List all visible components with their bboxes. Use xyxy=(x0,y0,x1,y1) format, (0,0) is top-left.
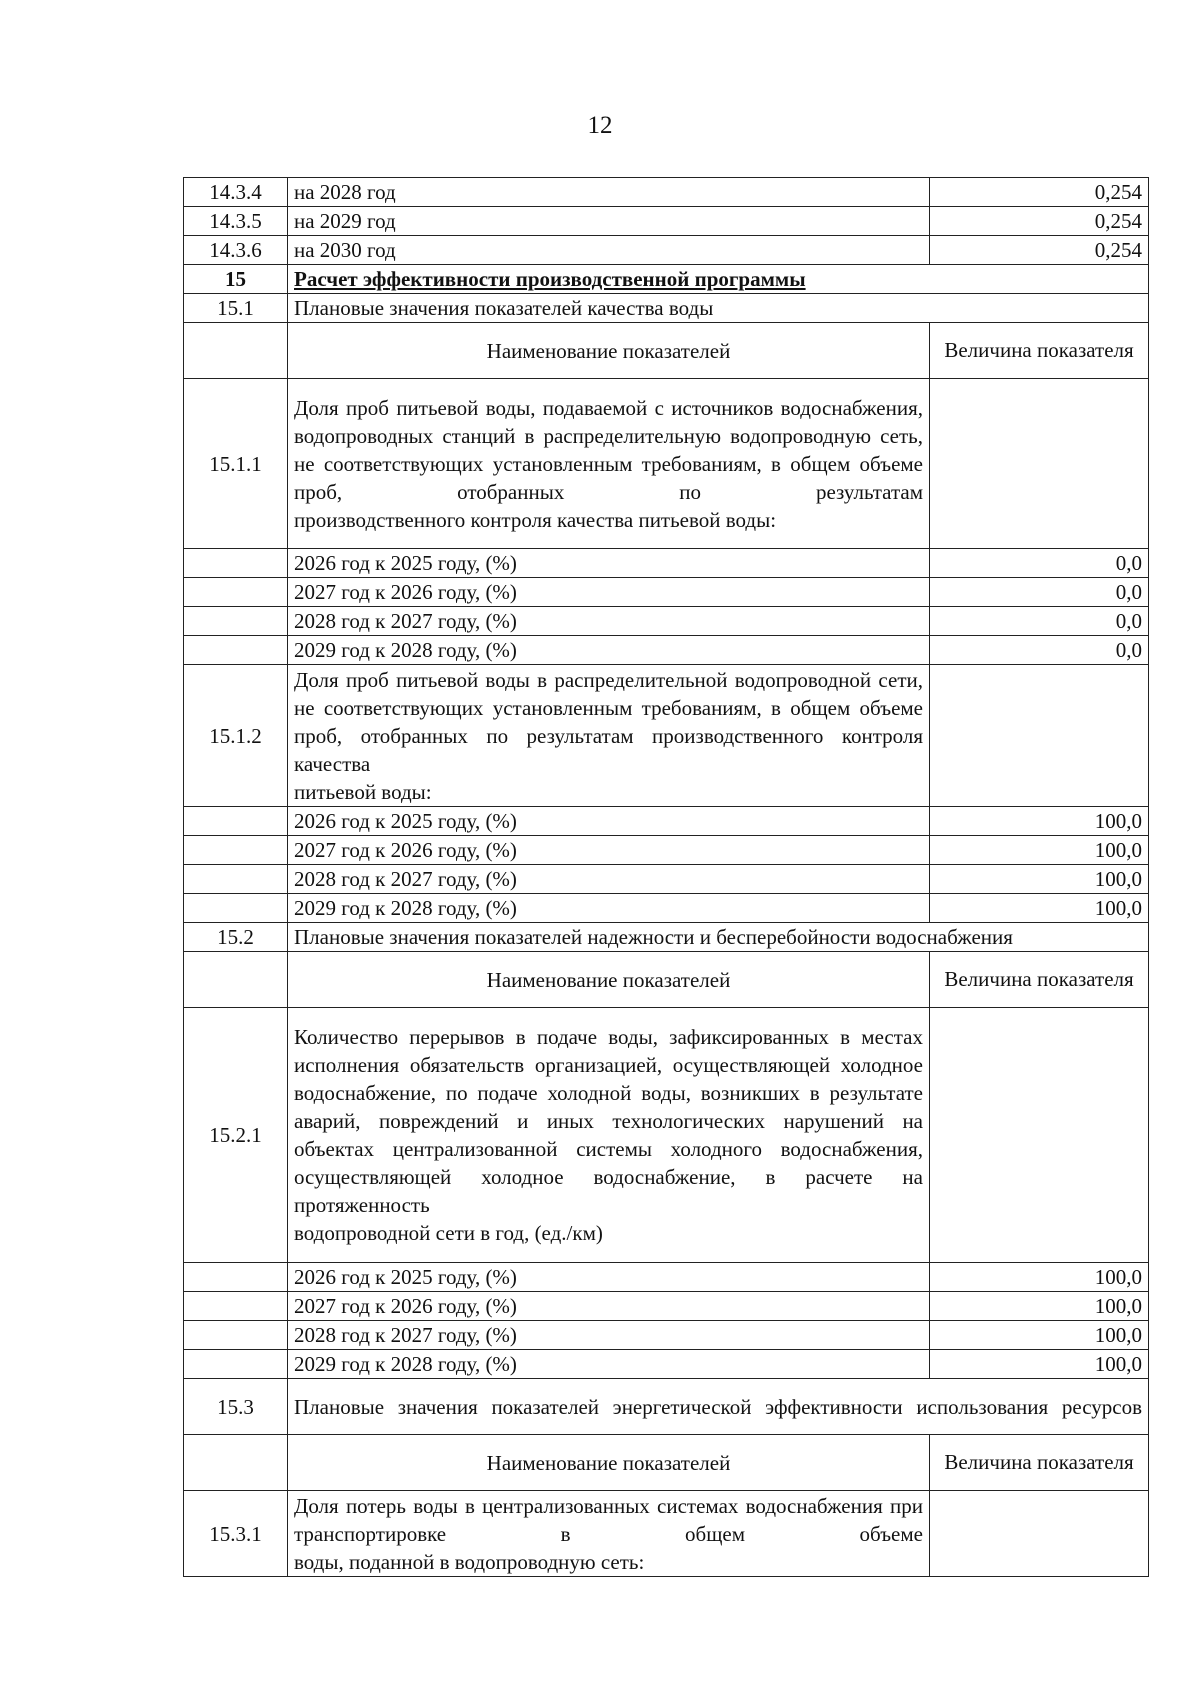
row-label: 2029 год к 2028 году, (%) xyxy=(288,636,930,665)
indicator-number: 15.3.1 xyxy=(184,1491,288,1577)
table-row xyxy=(184,1350,1149,1379)
column-header-name: Наименование показателей xyxy=(288,323,930,379)
row-label: 2029 год к 2028 году, (%) xyxy=(288,894,930,923)
empty-cell xyxy=(184,323,288,379)
indicator-number: 15.2.1 xyxy=(184,1008,288,1263)
row-label: на 2028 год xyxy=(288,178,930,207)
table-row xyxy=(184,636,1149,665)
row-label: на 2030 год xyxy=(288,236,930,265)
row-label: 2026 год к 2025 году, (%) xyxy=(288,549,930,578)
row-number: 14.3.6 xyxy=(184,236,288,265)
empty-cell xyxy=(184,1292,288,1321)
row-value: 100,0 xyxy=(930,1321,1149,1350)
indicator-row xyxy=(184,1491,1149,1577)
row-label: 2026 год к 2025 году, (%) xyxy=(288,807,930,836)
row-value: 100,0 xyxy=(930,1350,1149,1379)
table-row xyxy=(184,1321,1149,1350)
column-header-row xyxy=(184,1435,1149,1491)
row-label: 2028 год к 2027 году, (%) xyxy=(288,1321,930,1350)
table-row xyxy=(184,607,1149,636)
table-row xyxy=(184,1263,1149,1292)
column-header-row xyxy=(184,952,1149,1008)
row-label: 2029 год к 2028 году, (%) xyxy=(288,1350,930,1379)
subsection-number: 15.3 xyxy=(184,1379,288,1435)
row-value: 0,254 xyxy=(930,207,1149,236)
empty-cell xyxy=(184,636,288,665)
empty-cell xyxy=(184,894,288,923)
indicator-description xyxy=(288,1491,930,1577)
column-header-name: Наименование показателей xyxy=(288,1435,930,1491)
indicator-text-last-line: водопроводной сети в год, (ед./км) xyxy=(294,1221,603,1245)
subsection-heading-row xyxy=(184,1379,1149,1435)
empty-value-cell xyxy=(930,1008,1149,1263)
table-row xyxy=(184,236,1149,265)
subsection-number: 15.1 xyxy=(184,294,288,323)
indicator-text: Доля проб питьевой воды в распределительной водопроводной сети, не соответствующих установленным требованиям, в общем объеме проб, отобранных по результатам производственного контроля качества xyxy=(294,667,923,776)
indicator-description xyxy=(288,379,930,549)
column-header-value: Величина показателя xyxy=(930,952,1149,1008)
table-row xyxy=(184,865,1149,894)
indicators-table xyxy=(183,177,1149,1577)
empty-value-cell xyxy=(930,1491,1149,1577)
empty-cell xyxy=(184,836,288,865)
empty-value-cell xyxy=(930,379,1149,549)
row-value: 100,0 xyxy=(930,894,1149,923)
indicator-text-last-line: воды, поданной в водопроводную сеть: xyxy=(294,1549,645,1574)
row-number: 14.3.5 xyxy=(184,207,288,236)
indicator-row xyxy=(184,1008,1149,1263)
row-value: 0,0 xyxy=(930,549,1149,578)
empty-cell xyxy=(184,1350,288,1379)
row-label: 2028 год к 2027 году, (%) xyxy=(288,865,930,894)
row-label: 2027 год к 2026 году, (%) xyxy=(288,836,930,865)
row-value: 100,0 xyxy=(930,865,1149,894)
empty-cell xyxy=(184,1321,288,1350)
row-value: 100,0 xyxy=(930,1263,1149,1292)
empty-cell xyxy=(184,807,288,836)
subsection-heading-row xyxy=(184,294,1149,323)
empty-cell xyxy=(184,549,288,578)
indicator-text: Количество перерывов в подаче воды, зафиксированных в местах исполнения обязательств организацией, осуществляющей холодное водоснабжение, по подаче холодной воды, возникших в результате аварий, повреждений и иных технологических нарушений на объектах централизованной системы холодного водоснабжения, осуществляющей холодное водоснабжение, в расчете на протяженность xyxy=(294,1025,923,1217)
indicator-text: Доля проб питьевой воды, подаваемой с источников водоснабжения, водопроводных станций в распределительную водопроводную сеть, не соответствующих установленным требованиям, в общем объеме проб, отобранных по результатам xyxy=(294,395,923,504)
table-row xyxy=(184,578,1149,607)
subsection-title: Плановые значения показателей надежности и бесперебойности водоснабжения xyxy=(288,923,1149,952)
indicator-row xyxy=(184,379,1149,549)
empty-cell xyxy=(184,952,288,1008)
empty-cell xyxy=(184,578,288,607)
row-value: 100,0 xyxy=(930,836,1149,865)
row-value: 100,0 xyxy=(930,1292,1149,1321)
table-row xyxy=(184,178,1149,207)
table-row xyxy=(184,207,1149,236)
page-number: 12 xyxy=(587,112,613,139)
indicator-row xyxy=(184,665,1149,807)
indicator-text: Доля потерь воды в централизованных системах водоснабжения при транспортировке в общем объеме xyxy=(294,1493,923,1546)
indicator-text-last-line: производственного контроля качества питьевой воды: xyxy=(294,507,777,532)
section-title: Расчет эффективности производственной программы xyxy=(288,265,1149,294)
row-label: на 2029 год xyxy=(288,207,930,236)
indicator-text-last-line: питьевой воды: xyxy=(294,779,432,804)
table-row xyxy=(184,894,1149,923)
row-value: 0,0 xyxy=(930,636,1149,665)
empty-cell xyxy=(184,1435,288,1491)
section-number: 15 xyxy=(184,265,288,294)
table-row xyxy=(184,807,1149,836)
table-row xyxy=(184,836,1149,865)
table-row xyxy=(184,1292,1149,1321)
row-value: 0,0 xyxy=(930,578,1149,607)
column-header-row xyxy=(184,323,1149,379)
row-value: 0,254 xyxy=(930,178,1149,207)
subsection-title: Плановые значения показателей качества воды xyxy=(288,294,1149,323)
empty-value-cell xyxy=(930,665,1149,807)
row-label: 2027 год к 2026 году, (%) xyxy=(288,1292,930,1321)
empty-cell xyxy=(184,607,288,636)
section-heading-row xyxy=(184,265,1149,294)
indicator-description xyxy=(288,665,930,807)
row-label: 2028 год к 2027 году, (%) xyxy=(288,607,930,636)
table-row xyxy=(184,549,1149,578)
row-value: 100,0 xyxy=(930,807,1149,836)
row-label: 2027 год к 2026 году, (%) xyxy=(288,578,930,607)
empty-cell xyxy=(184,865,288,894)
column-header-value: Величина показателя xyxy=(930,1435,1149,1491)
row-value: 0,0 xyxy=(930,607,1149,636)
indicator-number: 15.1.2 xyxy=(184,665,288,807)
row-label: 2026 год к 2025 году, (%) xyxy=(288,1263,930,1292)
row-number: 14.3.4 xyxy=(184,178,288,207)
subsection-number: 15.2 xyxy=(184,923,288,952)
indicator-description xyxy=(288,1008,930,1263)
subsection-heading-row xyxy=(184,923,1149,952)
row-value: 0,254 xyxy=(930,236,1149,265)
subsection-title: Плановые значения показателей энергетической эффективности использования ресурсов xyxy=(288,1379,1149,1435)
empty-cell xyxy=(184,1263,288,1292)
column-header-name: Наименование показателей xyxy=(288,952,930,1008)
indicator-number: 15.1.1 xyxy=(184,379,288,549)
column-header-value: Величина показателя xyxy=(930,323,1149,379)
